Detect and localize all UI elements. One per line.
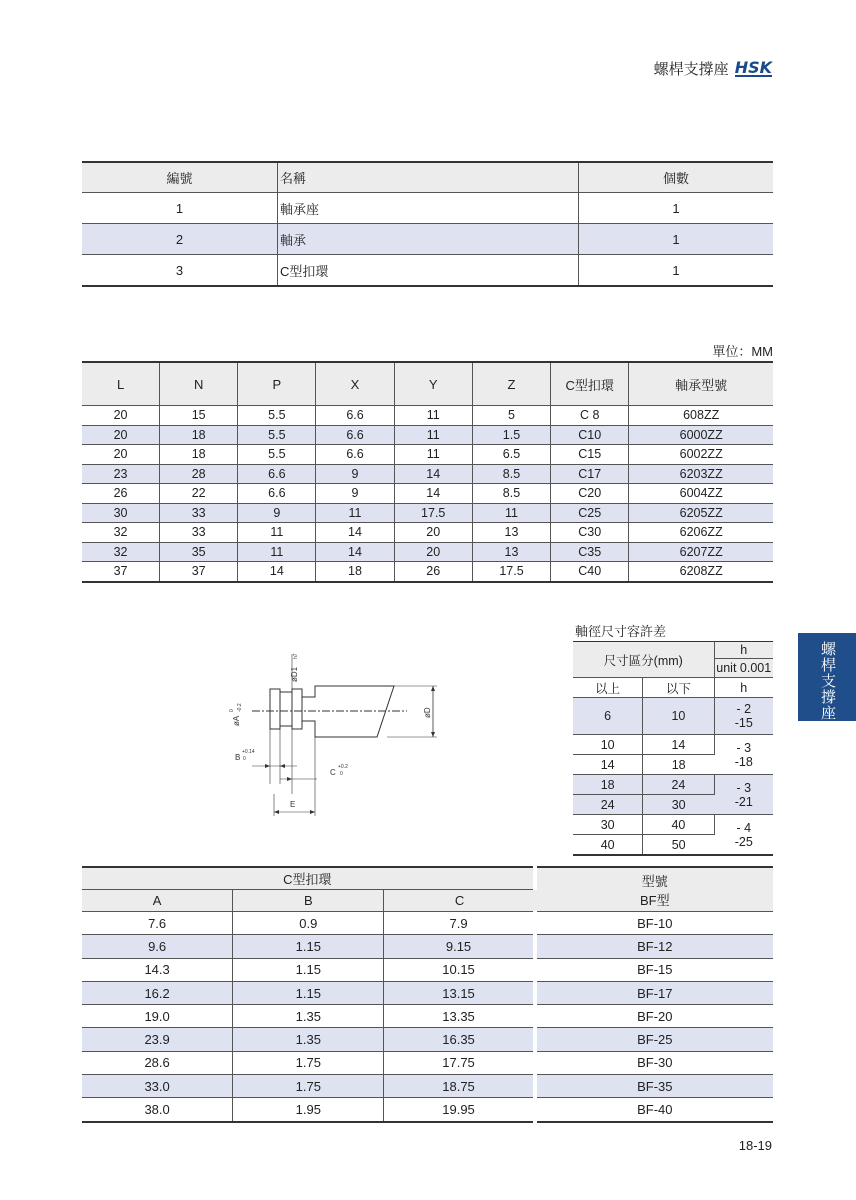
cell: 13.15: [384, 981, 535, 1004]
col-header: B: [233, 890, 384, 912]
cell: 1.15: [233, 958, 384, 981]
cell: 1.5: [472, 425, 550, 445]
cell: C25: [551, 503, 629, 523]
col-header-model: 型號 BF型: [535, 867, 773, 912]
cell: 26: [82, 484, 160, 504]
cell: 22: [160, 484, 238, 504]
col-header: 尺寸區分(mm): [573, 642, 714, 678]
cell: 1.75: [233, 1075, 384, 1098]
cell: C30: [551, 523, 629, 543]
cell: 1.35: [233, 1028, 384, 1051]
cell: 11: [316, 503, 394, 523]
col-header: Y: [394, 362, 472, 406]
table-header-row: [573, 642, 773, 659]
cell: C15: [551, 445, 629, 465]
cell: 1.35: [233, 1005, 384, 1028]
col-header: 名稱: [278, 162, 579, 193]
cell: 23: [82, 464, 160, 484]
cell: BF-12: [535, 935, 773, 958]
col-header: X: [316, 362, 394, 406]
cell: 8.5: [472, 484, 550, 504]
cell: 20: [82, 445, 160, 465]
cell: 6203ZZ: [629, 464, 773, 484]
cell: 18: [643, 755, 714, 775]
cell: 37: [82, 562, 160, 582]
cell: 23.9: [82, 1028, 233, 1051]
cell: 14: [238, 562, 316, 582]
table-row: [82, 958, 773, 981]
label-a-tol-down: -0.2: [237, 703, 243, 712]
cell: 5.5: [238, 406, 316, 426]
table-row: [82, 523, 773, 543]
col-header: 編號: [82, 162, 278, 193]
table-row: [82, 193, 773, 224]
table-row: [82, 445, 773, 465]
tolerance-title: 軸徑尺寸容許差: [575, 624, 667, 639]
cell: 1: [579, 193, 774, 224]
cell: BF-35: [535, 1075, 773, 1098]
cell: 33.0: [82, 1075, 233, 1098]
cell: 17.5: [394, 503, 472, 523]
cell: 33: [160, 503, 238, 523]
cell: 5.5: [238, 445, 316, 465]
section-side-tab-label: 螺桿支撐座: [819, 641, 836, 721]
cell: 18.75: [384, 1075, 535, 1098]
drawing-shoulder: [292, 689, 302, 729]
section-side-tab[interactable]: [798, 633, 856, 721]
cell: 18: [160, 445, 238, 465]
cell: 18: [573, 775, 643, 795]
table-row: [82, 503, 773, 523]
cell: 11: [238, 523, 316, 543]
table-row: [573, 698, 773, 735]
cell: 14: [643, 735, 714, 755]
label-b-tol-down: 0: [243, 756, 246, 762]
col-header: unit 0.001: [714, 659, 773, 678]
cell: - 4 -25: [714, 815, 773, 856]
table-row: [82, 224, 773, 255]
col-header: P: [238, 362, 316, 406]
table-header-row: [82, 162, 773, 193]
cell: BF-25: [535, 1028, 773, 1051]
table-row: [82, 1075, 773, 1098]
cell: 6: [573, 698, 643, 735]
table-row: [82, 981, 773, 1004]
cell: 18: [316, 562, 394, 582]
cell: 9: [238, 503, 316, 523]
cell: 16.2: [82, 981, 233, 1004]
cell: 13.35: [384, 1005, 535, 1028]
cell: 9.6: [82, 935, 233, 958]
col-header: N: [160, 362, 238, 406]
col-header: 軸承型號: [629, 362, 773, 406]
cell: 3: [82, 255, 278, 287]
cell: 14: [394, 464, 472, 484]
tolerance-table: [573, 641, 773, 856]
cell: 0.9: [233, 912, 384, 935]
cell: 軸承: [278, 224, 579, 255]
col-header: 個數: [579, 162, 774, 193]
cell: 20: [394, 542, 472, 562]
cell: C40: [551, 562, 629, 582]
cell: 11: [238, 542, 316, 562]
cell: 14: [316, 542, 394, 562]
cell: 2: [82, 224, 278, 255]
cell: - 3 -18: [714, 735, 773, 775]
cell: 13: [472, 523, 550, 543]
cell: - 2 -15: [714, 698, 773, 735]
col-header: h: [714, 642, 773, 659]
cell: 33: [160, 523, 238, 543]
cell: 40: [573, 835, 643, 856]
cell: 608ZZ: [629, 406, 773, 426]
cell: 6205ZZ: [629, 503, 773, 523]
cell: 1.95: [233, 1098, 384, 1122]
cell: 8.5: [472, 464, 550, 484]
cell: 6000ZZ: [629, 425, 773, 445]
dimension-table: [82, 361, 773, 583]
unit-label: 單位：MM: [712, 344, 773, 359]
cell: 50: [643, 835, 714, 856]
col-group-header: C型扣環: [82, 867, 535, 890]
cell: 1: [579, 224, 774, 255]
cell: 10: [643, 698, 714, 735]
cell: BF-30: [535, 1051, 773, 1074]
cell: 6206ZZ: [629, 523, 773, 543]
table-row: [82, 1005, 773, 1028]
cell: 6207ZZ: [629, 542, 773, 562]
cell: 1.15: [233, 935, 384, 958]
label-a: øA: [232, 715, 241, 726]
cell: 5: [472, 406, 550, 426]
cell: BF-40: [637, 1102, 673, 1118]
cell: 6.6: [316, 445, 394, 465]
label-d1-tol: h7: [293, 653, 299, 659]
cell: 9: [316, 484, 394, 504]
cell: 5.5: [238, 425, 316, 445]
cell: - 3 -21: [714, 775, 773, 815]
dimension-table-body: [82, 406, 773, 582]
col-header: Z: [472, 362, 550, 406]
label-c-tol-up: +0.2: [338, 764, 348, 770]
cell: BF-10: [535, 912, 773, 935]
cell: 18: [160, 425, 238, 445]
cell: 32: [82, 542, 160, 562]
table-row: [573, 735, 773, 755]
cell: 35: [160, 542, 238, 562]
parts-table: [82, 161, 773, 287]
table-row: [82, 542, 773, 562]
shaft-dimension-drawing: [222, 644, 452, 824]
table-row: [82, 935, 773, 958]
cell: 19.95: [384, 1098, 535, 1122]
cell: 30: [573, 815, 643, 835]
label-d1: øD1: [290, 666, 299, 682]
page-title: 螺桿支撐座: [653, 61, 729, 78]
cell: C型扣環: [278, 255, 579, 287]
cell: 6.6: [316, 406, 394, 426]
page-number: 18-19: [738, 1138, 772, 1153]
cell: 11: [394, 445, 472, 465]
table-row: [82, 1098, 773, 1122]
cell: 17.5: [472, 562, 550, 582]
cell: 7.6: [82, 912, 233, 935]
cell: BF-20: [535, 1005, 773, 1028]
cell: 17.75: [384, 1051, 535, 1074]
cell: 6002ZZ: [629, 445, 773, 465]
cell: 軸承座: [278, 193, 579, 224]
cell: 6004ZZ: [629, 484, 773, 504]
cell: 26: [394, 562, 472, 582]
cell: 30: [82, 503, 160, 523]
cell: C17: [551, 464, 629, 484]
ring-table: [82, 866, 773, 1123]
cell: 14: [316, 523, 394, 543]
cell: 30: [643, 795, 714, 815]
cell: 10: [573, 735, 643, 755]
cell: 24: [643, 775, 714, 795]
drawing-collar: [270, 689, 280, 729]
label-b-tol-up: +0.14: [242, 749, 255, 755]
cell: 7.9: [384, 912, 535, 935]
table-row: [82, 406, 773, 426]
table-row: [82, 1051, 773, 1074]
cell: 1.15: [233, 981, 384, 1004]
cell: 13: [472, 542, 550, 562]
cell: 28.6: [82, 1051, 233, 1074]
cell: 20: [82, 425, 160, 445]
cell: 14.3: [82, 958, 233, 981]
cell: 24: [573, 795, 643, 815]
col-header: 以下: [643, 678, 714, 698]
cell: 14: [394, 484, 472, 504]
label-b: B: [235, 753, 241, 762]
cell: 9.15: [384, 935, 535, 958]
cell: 40: [643, 815, 714, 835]
cell: 16.35: [384, 1028, 535, 1051]
col-header: A: [82, 890, 233, 912]
cell: 6208ZZ: [679, 564, 723, 579]
col-header: h: [714, 678, 773, 698]
cell: 1: [672, 262, 680, 278]
table-row: [82, 912, 773, 935]
col-header: 以上: [573, 678, 643, 698]
label-d: øD: [423, 707, 432, 718]
table-row: [82, 1028, 773, 1051]
cell: 15: [160, 406, 238, 426]
col-header: C: [384, 890, 535, 912]
cell: 6.6: [316, 425, 394, 445]
cell: 20: [394, 523, 472, 543]
cell: 6.5: [472, 445, 550, 465]
table-row: [82, 464, 773, 484]
table-subheader-row: [573, 678, 773, 698]
cell: C 8: [551, 406, 629, 426]
label-c: C: [330, 768, 336, 777]
cell: 14: [573, 755, 643, 775]
table-header-row: [82, 362, 773, 406]
table-row: [82, 562, 773, 582]
cell: BF-17: [535, 981, 773, 1004]
cell: C20: [551, 484, 629, 504]
cell: 1.75: [233, 1051, 384, 1074]
brand-logo: HSK: [734, 58, 772, 77]
cell: 38.0: [82, 1098, 233, 1122]
label-a-tol-up: 0: [229, 709, 235, 712]
cell: C35: [551, 542, 629, 562]
drawing-groove: [280, 692, 292, 726]
label-c-tol-down: 0: [340, 771, 343, 777]
cell: 9: [316, 464, 394, 484]
ring-table-body: [82, 912, 773, 1122]
cell: 6.6: [238, 464, 316, 484]
cell: 20: [82, 406, 160, 426]
table-header-row: [82, 867, 773, 890]
cell: 6.6: [238, 484, 316, 504]
table-row: [573, 815, 773, 835]
page-header: [654, 58, 772, 79]
cell: 11: [394, 406, 472, 426]
col-header: L: [82, 362, 160, 406]
cell: 19.0: [82, 1005, 233, 1028]
table-row: [573, 775, 773, 795]
cell: 10.15: [384, 958, 535, 981]
table-row: [82, 255, 773, 287]
cell: 11: [472, 503, 550, 523]
table-row: [82, 425, 773, 445]
cell: BF-15: [535, 958, 773, 981]
cell: C10: [551, 425, 629, 445]
table-row: [82, 484, 773, 504]
cell: 32: [82, 523, 160, 543]
cell: 28: [160, 464, 238, 484]
label-e: E: [290, 800, 296, 809]
cell: 11: [394, 425, 472, 445]
col-header: C型扣環: [551, 362, 629, 406]
cell: 1: [82, 193, 278, 224]
cell: 37: [160, 562, 238, 582]
